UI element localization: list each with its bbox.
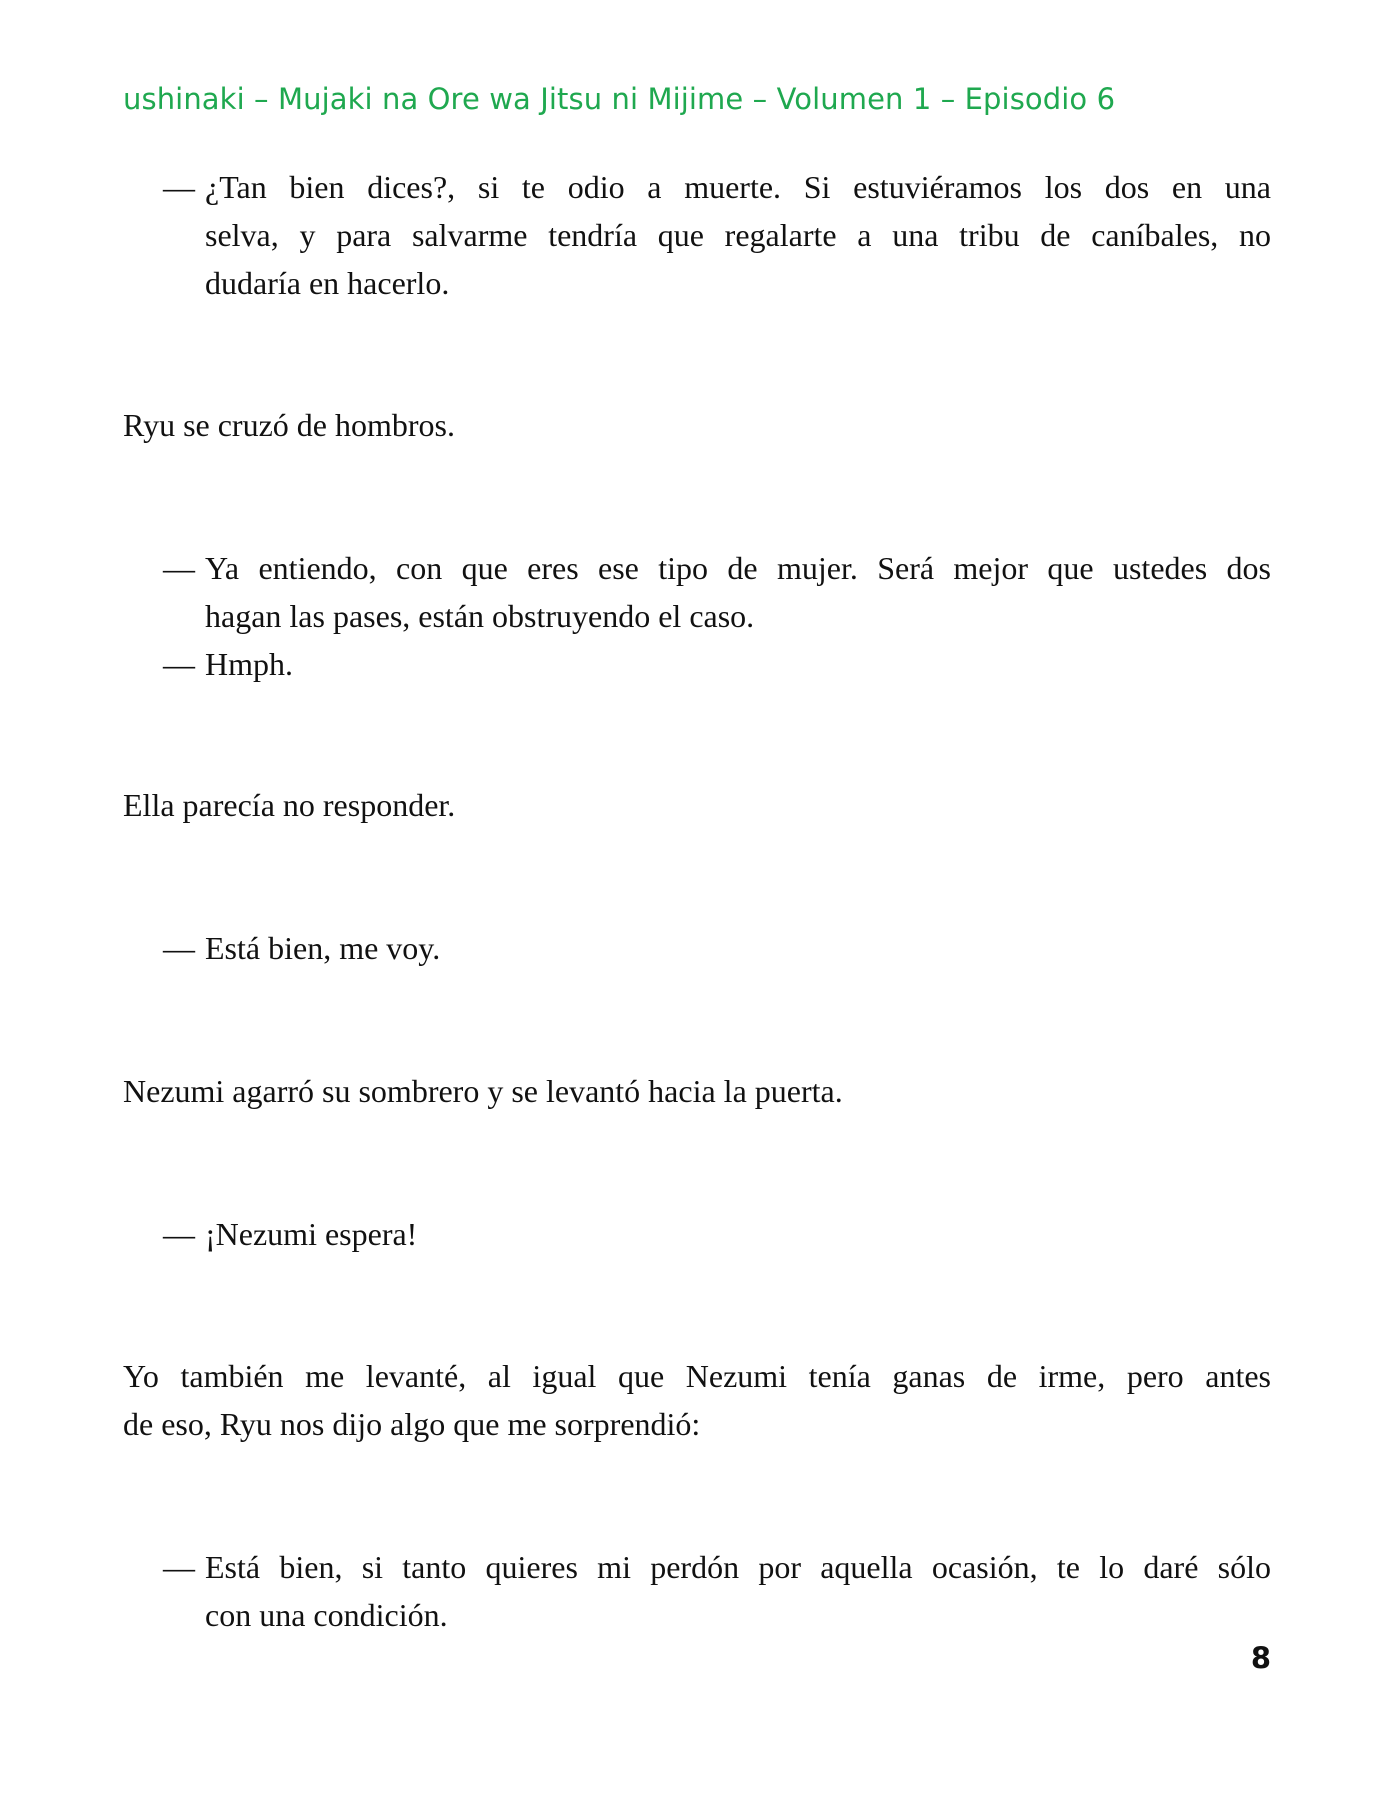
dialog-paragraph-4 bbox=[163, 924, 1271, 972]
narration-paragraph-2: Ella parecía no responder. bbox=[123, 787, 456, 823]
dialog-dash: — bbox=[163, 646, 195, 682]
narration-paragraph-3: Nezumi agarró su sombrero y se levantó hacia la puerta. bbox=[123, 1073, 843, 1109]
dialog-text: ¿Tan bien dices?, si te odio a muerte. Si estuviéramos los dos en una bbox=[205, 169, 1271, 205]
dialog-dash: — bbox=[163, 930, 195, 966]
dialog-paragraph-2 bbox=[163, 544, 1271, 640]
dialog-text: Está bien, si tanto quieres mi perdón por aquella ocasión, te lo daré sólo bbox=[205, 1549, 1271, 1585]
dialog-dash: — bbox=[163, 169, 195, 205]
page-header-title: ushinaki – Mujaki na Ore wa Jitsu ni Mijime – Volumen 1 – Episodio 6 bbox=[123, 82, 1116, 116]
dialog-line bbox=[163, 1210, 1271, 1258]
dialog-text: Ya entiendo, con que eres ese tipo de mujer. Será mejor que ustedes dos bbox=[205, 550, 1271, 586]
dialog-paragraph-5 bbox=[163, 1210, 1271, 1258]
page-number: 8 bbox=[1250, 1641, 1271, 1675]
dialog-text: Hmph. bbox=[205, 646, 293, 682]
dialog-line: hagan las pases, están obstruyendo el caso. bbox=[205, 598, 755, 634]
dialog-dash: — bbox=[163, 1549, 195, 1585]
dialog-dash: — bbox=[163, 550, 195, 586]
dialog-line: con una condición. bbox=[205, 1597, 448, 1633]
dialog-dash: — bbox=[163, 1216, 195, 1252]
dialog-paragraph-1 bbox=[163, 163, 1271, 307]
dialog-text: Está bien, me voy. bbox=[205, 930, 441, 966]
dialog-line bbox=[163, 924, 1271, 972]
narration-line: Yo también me levanté, al igual que Nezumi tenía ganas de irme, pero antes bbox=[123, 1358, 1271, 1394]
narration-paragraph-1: Ryu se cruzó de hombros. bbox=[123, 407, 455, 443]
dialog-line: selva, y para salvarme tendría que regalarte a una tribu de caníbales, no bbox=[205, 217, 1271, 253]
dialog-text: ¡Nezumi espera! bbox=[205, 1216, 418, 1252]
dialog-line bbox=[163, 640, 1271, 688]
dialog-paragraph-6 bbox=[163, 1543, 1271, 1639]
dialog-line bbox=[163, 544, 1271, 592]
dialog-paragraph-3 bbox=[163, 640, 1271, 688]
dialog-line: dudaría en hacerlo. bbox=[205, 265, 450, 301]
dialog-line bbox=[163, 163, 1271, 211]
narration-line: de eso, Ryu nos dijo algo que me sorprendió: bbox=[123, 1406, 701, 1442]
dialog-line bbox=[163, 1543, 1271, 1591]
narration-paragraph-4 bbox=[123, 1352, 1271, 1448]
